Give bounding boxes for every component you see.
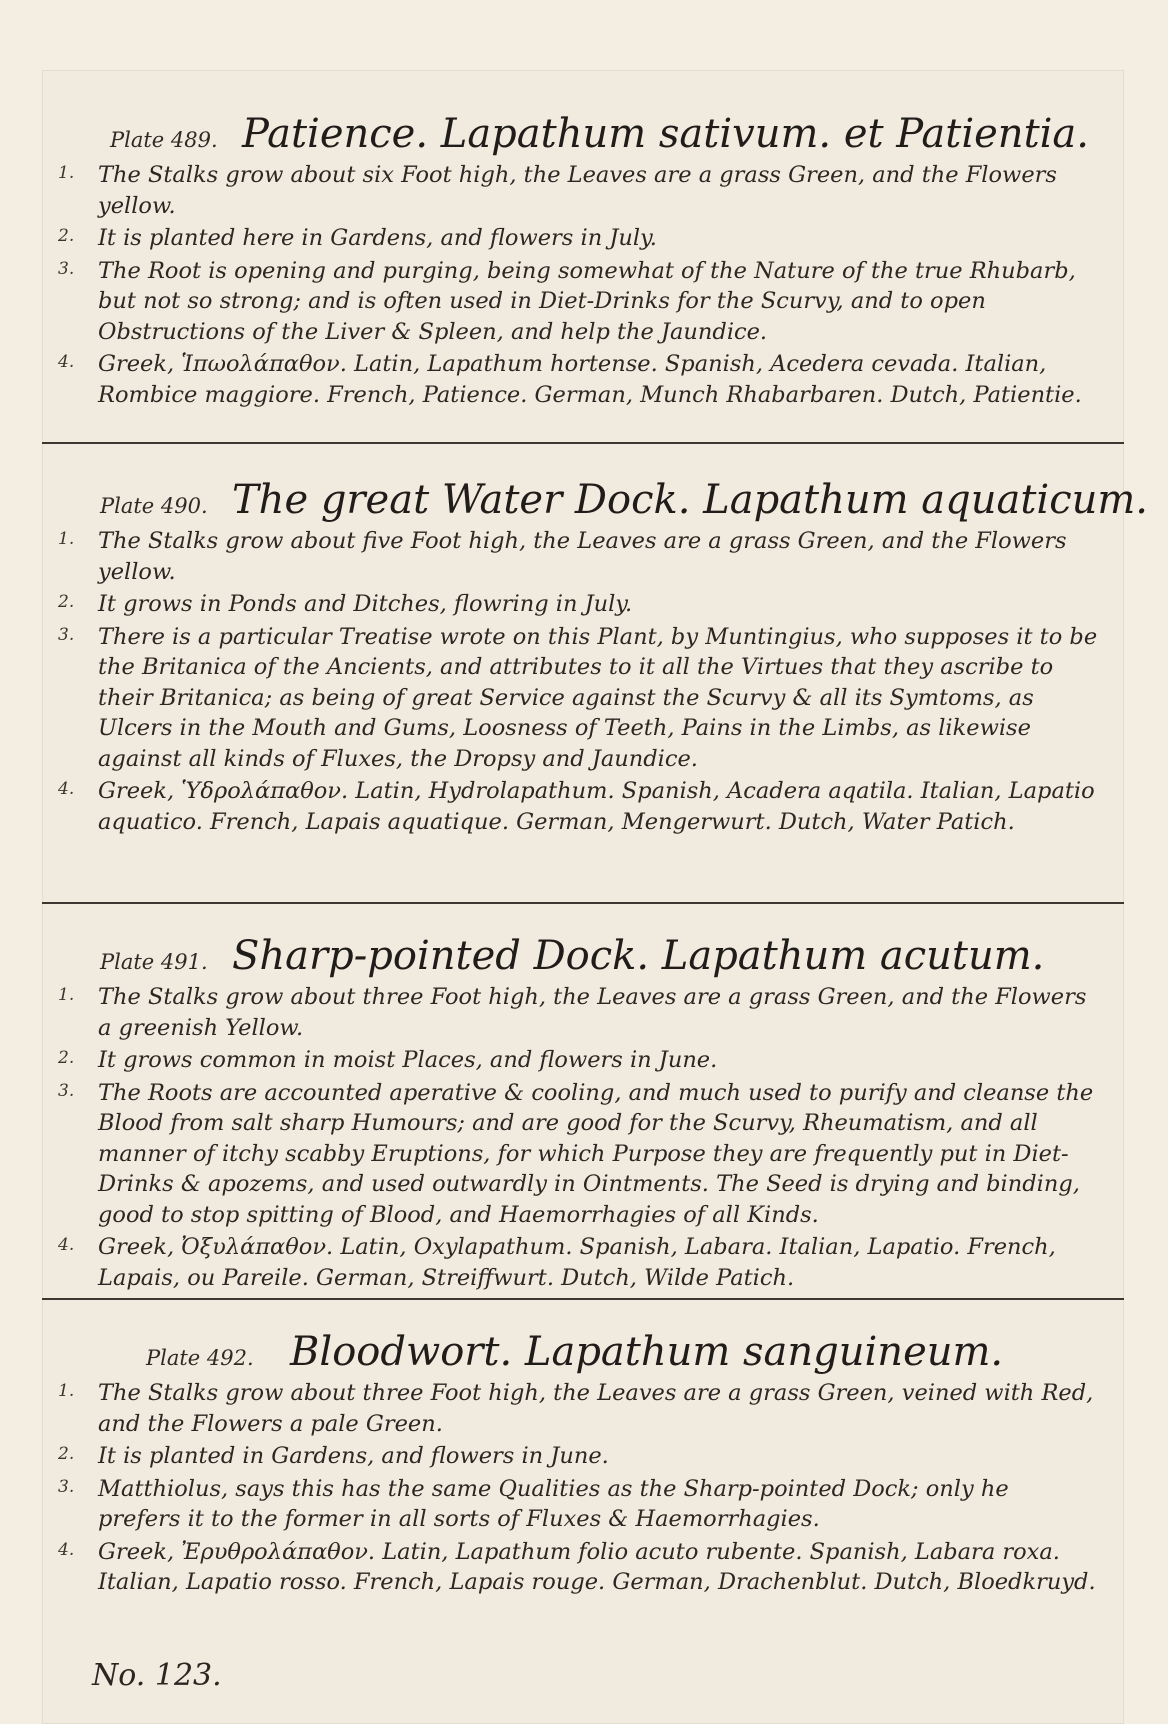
- plate-title: Bloodwort. Lapathum sanguineum.: [290, 1329, 1004, 1375]
- item-text: Greek, Ἐρυθρολάπαθον. Latin, Lapathum folio acuto rubente. Spanish, Labara roxa. Italian, Lapatio rosso. French, Lapais rouge. German, Drachenblut. Dutch, Bloedkruyd.: [98, 1538, 1096, 1595]
- list-item: [42, 349, 1124, 410]
- item-text: There is a particular Treatise wrote on this Plant, by Muntingius, who supposes it to be the Britanica of the Ancients, and attributes to it all the Virtues that they ascribe to their Britanica; as being of great Service against the Scurvy & all its Symtoms, as Ulcers in the Mouth and Gums, Loosness of Teeth, Pains in the Limbs, as likewise against all kinds of Fluxes, the Dropsy and Jaundice.: [98, 623, 1098, 772]
- item-number: 1.: [58, 1381, 75, 1401]
- item-text: The Stalks grow about six Foot high, the Leaves are a grass Green, and the Flowers yellow.: [98, 162, 1057, 219]
- plate-number: Plate 490.: [100, 494, 208, 518]
- item-text: Matthiolus, says this has the same Qualities as the Sharp-pointed Dock; only he prefers it to the former in all sorts of Fluxes & Haemorrhagies.: [98, 1475, 1009, 1532]
- list-item: [42, 1474, 1124, 1535]
- plate-title: Sharp-pointed Dock. Lapathum acutum.: [232, 933, 1045, 979]
- plate-section-490: [42, 464, 1148, 837]
- item-number: 3.: [58, 624, 75, 645]
- list-item: [42, 622, 1124, 775]
- item-number: 4.: [58, 352, 75, 372]
- list-item: [42, 589, 1124, 620]
- item-number: 2.: [58, 1048, 75, 1068]
- item-number: 1.: [58, 529, 75, 549]
- plate-section-492: [42, 1316, 1124, 1598]
- list-item: [42, 1441, 1124, 1472]
- list-item: [42, 1078, 1124, 1231]
- item-number: 4.: [58, 1235, 75, 1255]
- item-text: Greek, Ἱπωολάπαθον. Latin, Lapathum hortense. Spanish, Acedera cevada. Italian, Rombice maggiore. French, Patience. German, Munch Rhabarbaren. Dutch, Patientie.: [98, 351, 1082, 408]
- plate-heading: [42, 98, 1124, 158]
- list-item: [42, 223, 1124, 254]
- item-text: The Stalks grow about five Foot high, the Leaves are a grass Green, and the Flowers yellow.: [98, 528, 1067, 585]
- section-divider: [42, 442, 1124, 444]
- plate-title: The great Water Dock. Lapathum aquaticum.: [232, 477, 1148, 523]
- list-item: [42, 526, 1124, 587]
- item-number: 2.: [58, 1444, 75, 1464]
- list-item: [42, 982, 1124, 1043]
- item-text: It grows common in moist Places, and flowers in June.: [98, 1047, 718, 1073]
- item-text: The Roots are accounted aperative & cooling, and much used to purify and cleanse the Blood from salt sharp Humours; and are good for the Scurvy, Rheumatism, and all manner of itchy scabby Eruptions, for which Purpose they are frequently put in Diet-Drinks & apozems, and used outwardly in Ointments. The Seed is drying and binding, good to stop spitting of Blood, and Haemorrhagies of all Kinds.: [98, 1079, 1094, 1228]
- page-number-footer: No. 123.: [92, 1658, 222, 1693]
- list-item: [42, 1378, 1124, 1439]
- item-text: Greek, Ὑδρολάπαθον. Latin, Hydrolapathum. Spanish, Acadera aqatila. Italian, Lapatio aquatico. French, Lapais aquatique. German, Mengerwurt. Dutch, Water Patich.: [98, 778, 1095, 835]
- plate-section-491: [42, 920, 1124, 1293]
- item-text: It grows in Ponds and Ditches, flowring in July.: [98, 591, 633, 617]
- item-number: 3.: [58, 1476, 75, 1497]
- list-item: [42, 160, 1124, 221]
- item-number: 4.: [58, 1539, 75, 1560]
- plate-heading: [42, 1316, 1124, 1376]
- list-item: [42, 1537, 1124, 1598]
- engraved-plate-page: [42, 70, 1148, 1724]
- item-text: Greek, Ὀξυλάπαθον. Latin, Oxylapathum. Spanish, Labara. Italian, Lapatio. French, Lapais, ou Pareile. German, Streiffwurt. Dutch, Wilde Patich.: [98, 1234, 1056, 1291]
- list-item: [42, 1045, 1124, 1076]
- plate-number: Plate 492.: [146, 1346, 254, 1370]
- item-text: It is planted here in Gardens, and flowers in July.: [98, 225, 657, 251]
- item-number: 3.: [58, 258, 75, 279]
- item-text: It is planted in Gardens, and flowers in June.: [98, 1443, 609, 1469]
- item-text: The Root is opening and purging, being somewhat of the Nature of the true Rhubarb, but not so strong; and is often used in Diet-Drinks for the Scurvy, and to open Obstructions of the Liver & Spleen, and help the Jaundice.: [98, 257, 1076, 345]
- plate-heading: [42, 920, 1124, 980]
- plate-section-489: [42, 98, 1124, 410]
- list-item: [42, 256, 1124, 348]
- item-number: 3.: [58, 1080, 75, 1101]
- plate-number: Plate 491.: [100, 950, 208, 974]
- item-number: 1.: [58, 985, 75, 1005]
- plate-heading: [42, 464, 1148, 524]
- item-number: 2.: [58, 592, 75, 612]
- plate-number: Plate 489.: [110, 128, 218, 152]
- list-item: [42, 776, 1124, 837]
- item-number: 2.: [58, 226, 75, 246]
- section-divider: [42, 1298, 1124, 1300]
- list-item: [42, 1232, 1124, 1293]
- item-text: The Stalks grow about three Foot high, the Leaves are a grass Green, veined with Red, and the Flowers a pale Green.: [98, 1380, 1094, 1437]
- section-divider: [42, 902, 1124, 904]
- plate-title: Patience. Lapathum sativum. et Patientia.: [242, 111, 1089, 157]
- item-number: 1.: [58, 163, 75, 183]
- item-text: The Stalks grow about three Foot high, the Leaves are a grass Green, and the Flowers a greenish Yellow.: [98, 984, 1087, 1041]
- item-number: 4.: [58, 779, 75, 799]
